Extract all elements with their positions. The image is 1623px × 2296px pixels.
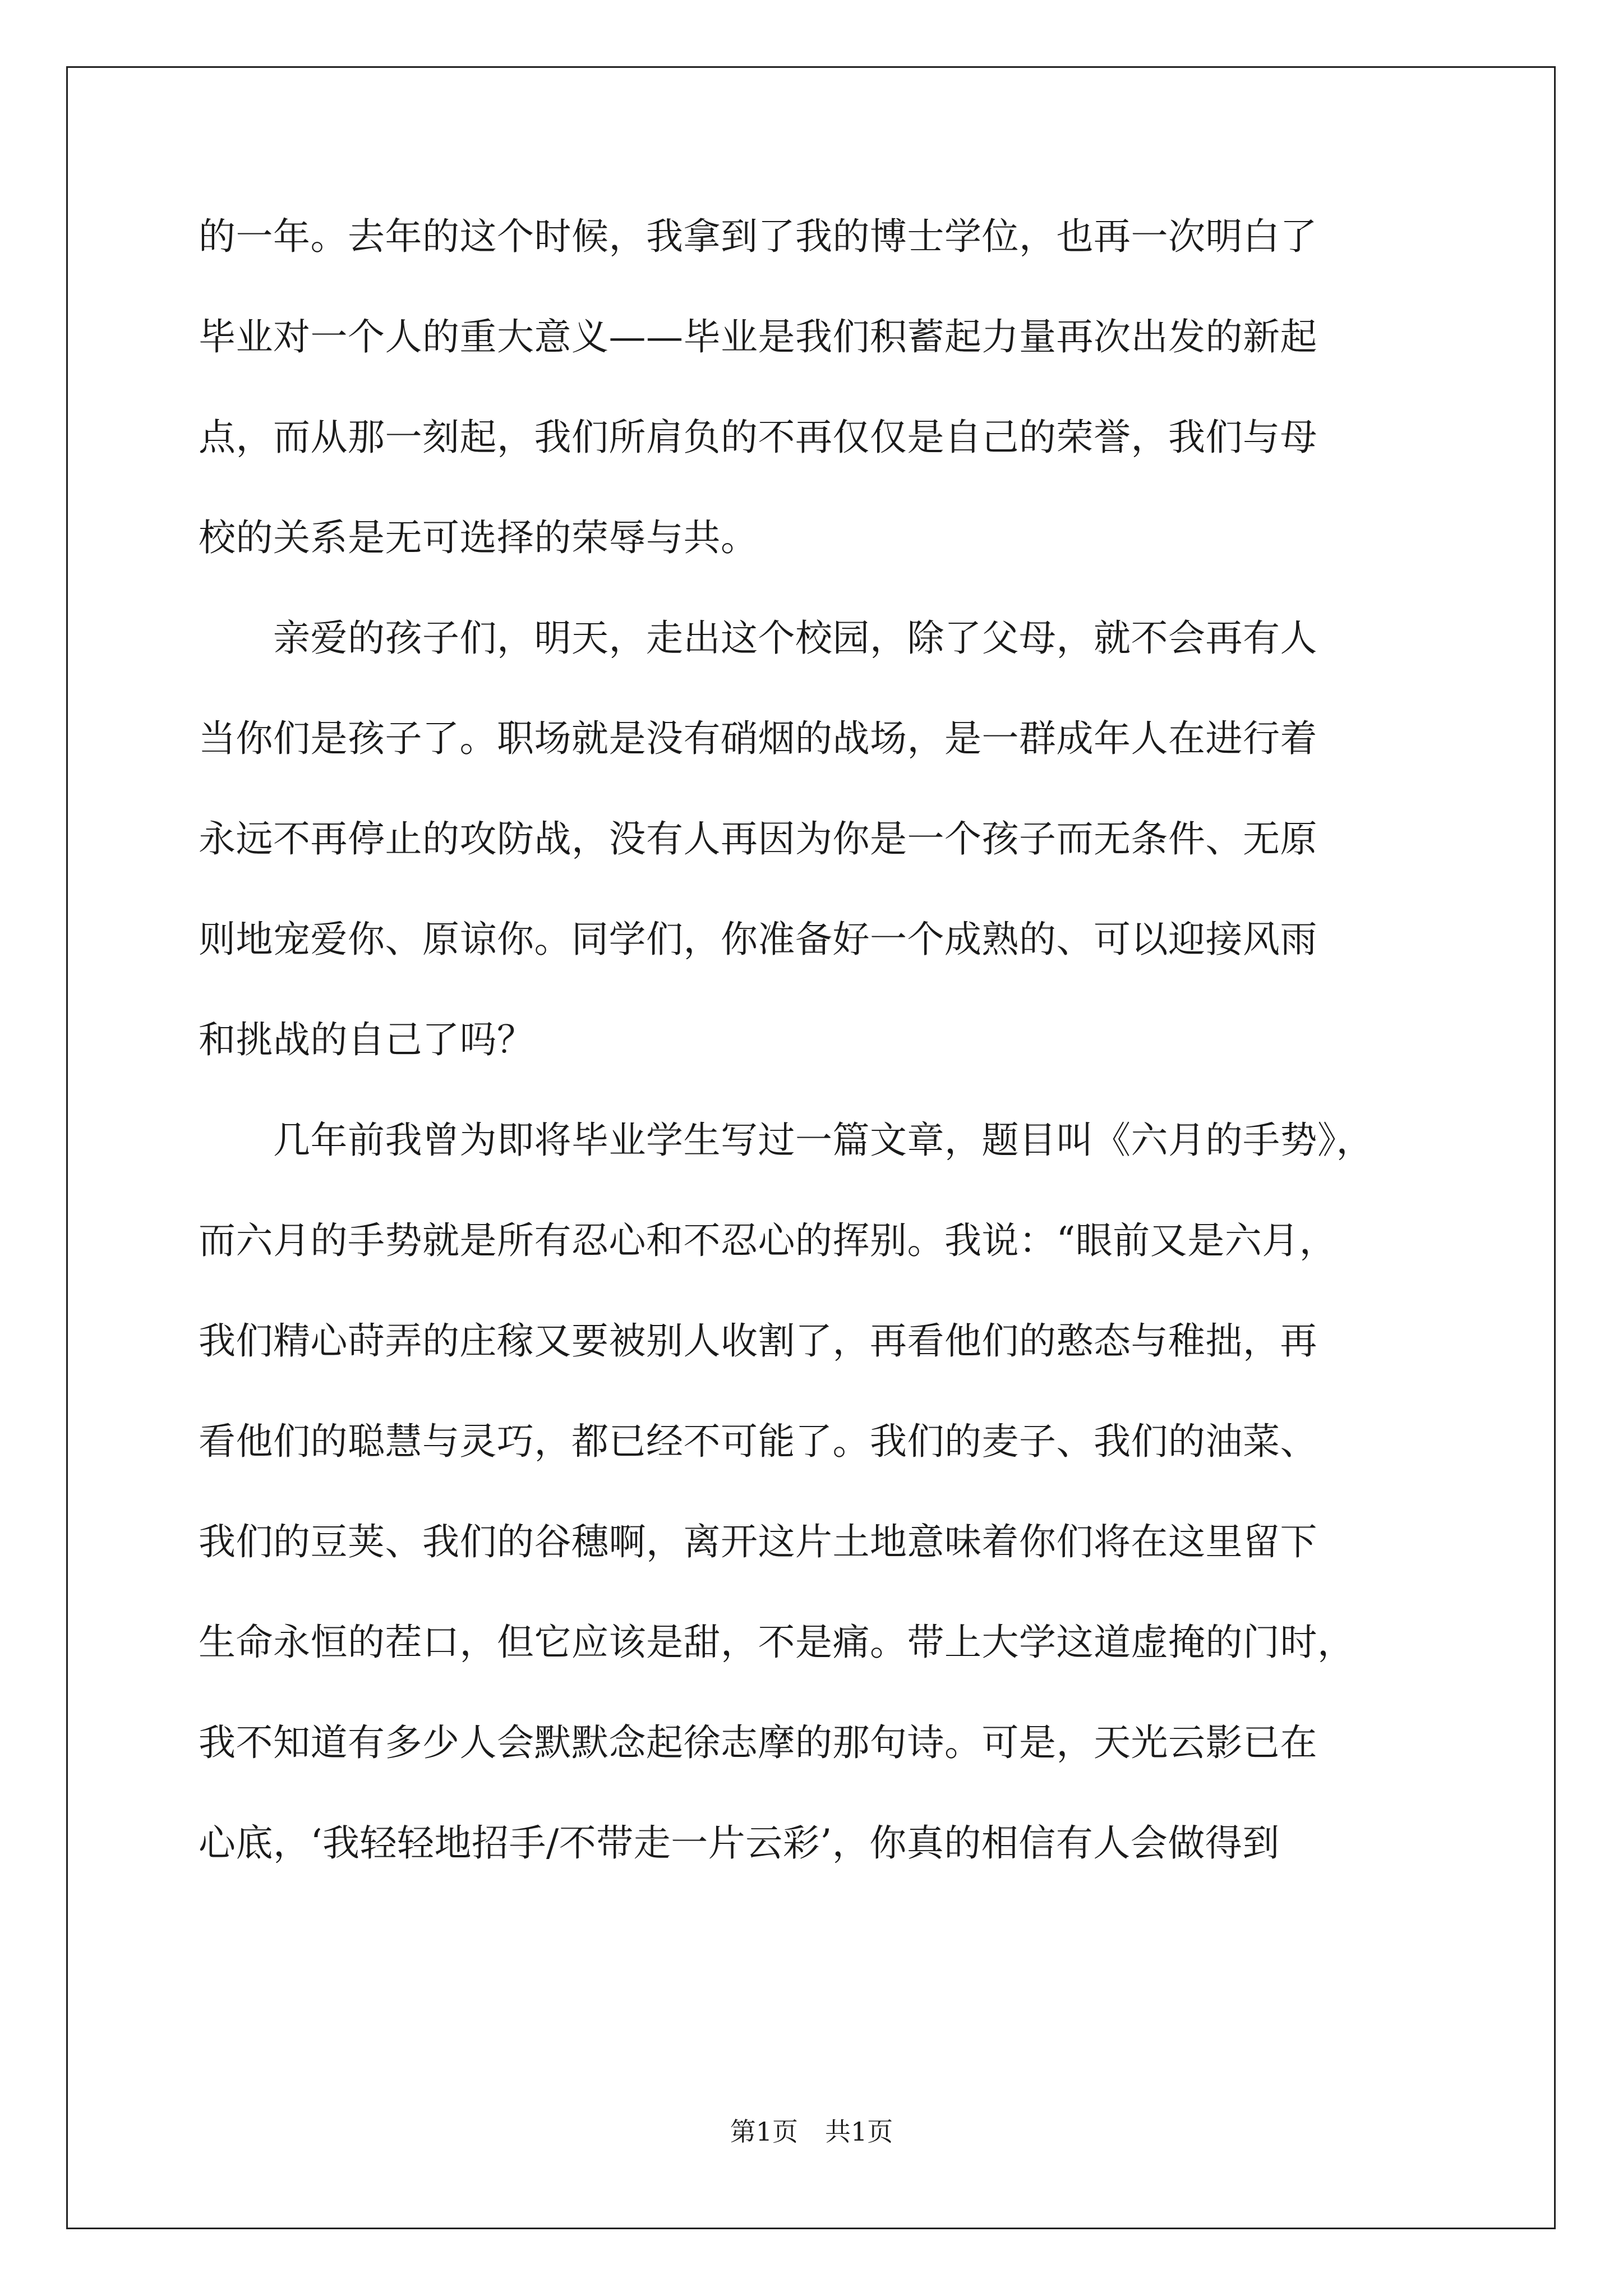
text-line: 和挑战的自己了吗？ (199, 1018, 534, 1061)
text-line: 的一年。去年的这个时候，我拿到了我的博士学位，也再一次明白了 (199, 215, 1317, 258)
text-line: 当你们是孩子了。职场就是没有硝烟的战场，是一群成年人在进行着 (199, 717, 1317, 760)
text-line: 校的关系是无可选择的荣辱与共。 (199, 516, 758, 559)
text-line: 我们的豆荚、我们的谷穗啊，离开这片土地意味着你们将在这里留下 (199, 1520, 1317, 1563)
text-line: 我们精心莳弄的庄稼又要被别人收割了，再看他们的憨态与稚拙，再 (199, 1319, 1317, 1363)
text-line: 而六月的手势就是所有忍心和不忍心的挥别。我说：“眼前又是六月， (199, 1219, 1337, 1262)
text-line: 看他们的聪慧与灵巧，都已经不可能了。我们的麦子、我们的油菜、 (199, 1420, 1317, 1463)
text-line: 毕业对一个人的重大意义——毕业是我们积蓄起力量再次出发的新起 (199, 315, 1317, 358)
page-total: 共1页 (825, 2116, 893, 2147)
paragraph-start-line: 几年前我曾为即将毕业学生写过一篇文章，题目叫《六月的手势》， (273, 1119, 1373, 1162)
page-footer (0, 2115, 1623, 2148)
page-number: 第1页 (730, 2116, 798, 2147)
paragraph-start-line: 亲爱的孩子们，明天，走出这个校园，除了父母，就不会再有人 (273, 616, 1317, 660)
text-line: 生命永恒的茬口，但它应该是甜，不是痛。带上大学这道虚掩的门时， (199, 1621, 1355, 1664)
document-body (199, 211, 1472, 1918)
text-line: 我不知道有多少人会默默念起徐志摩的那句诗。可是，天光云影已在 (199, 1721, 1317, 1764)
text-line: 则地宠爱你、原谅你。同学们，你准备好一个成熟的、可以迎接风雨 (199, 918, 1317, 961)
text-line: 永远不再停止的攻防战，没有人再因为你是一个孩子而无条件、无原 (199, 817, 1317, 861)
text-line: 点，而从那一刻起，我们所肩负的不再仅仅是自己的荣誉，我们与母 (199, 416, 1317, 459)
text-line: 心底，‘我轻轻地招手/不带走一片云彩’，你真的相信有人会做得到 (199, 1821, 1280, 1865)
